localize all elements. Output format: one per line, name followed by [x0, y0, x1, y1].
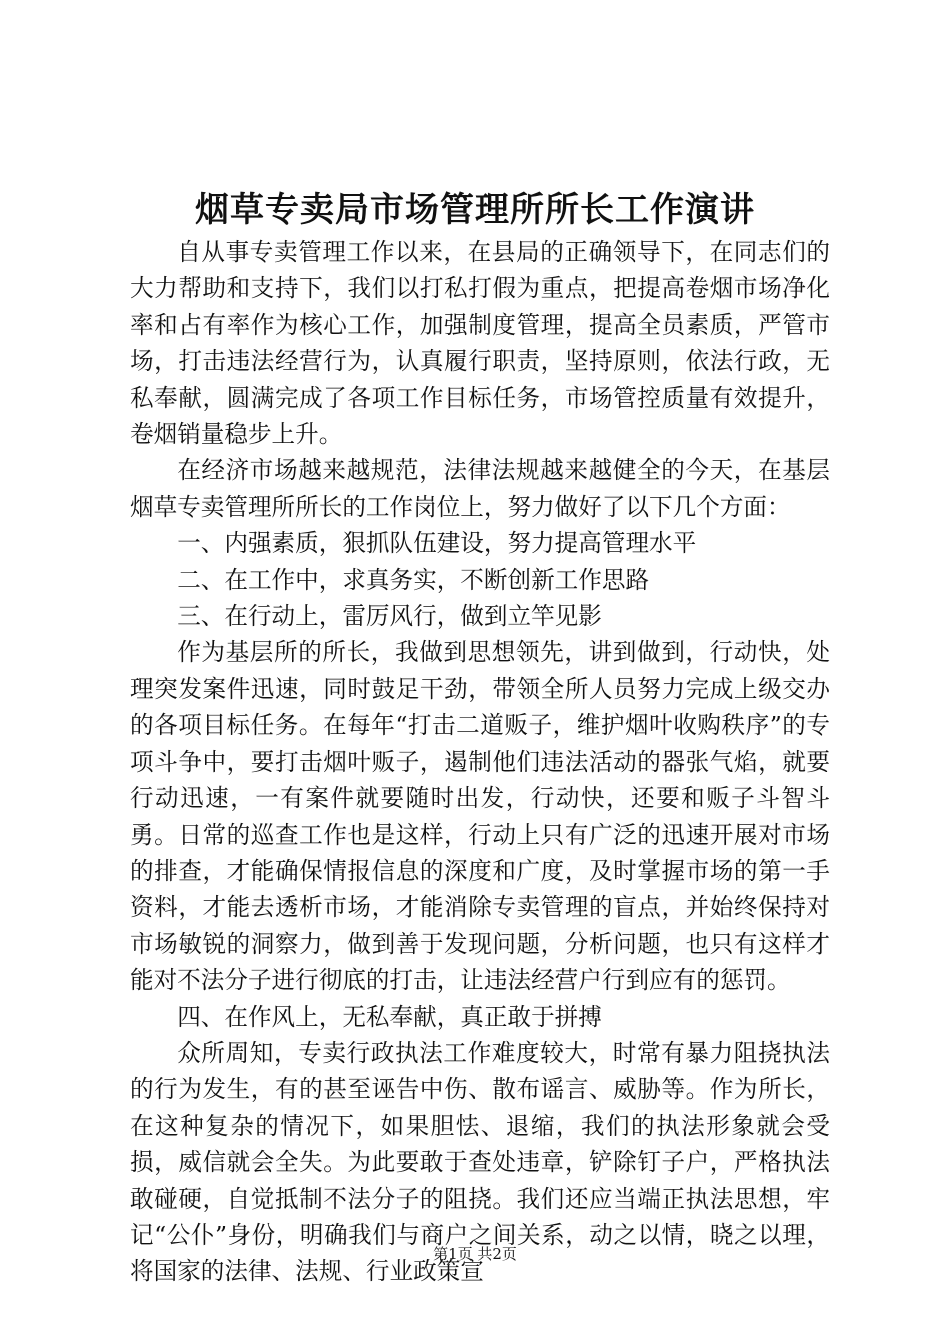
- heading-item-4: 四、在作风上，无私奉献，真正敢于拼搏: [177, 1002, 602, 1031]
- page-footer: 第1页 共2页: [433, 1245, 517, 1263]
- paragraph-action: 作为基层所的所长，我做到思想领先，讲到做到，行动快，处理突发案件迅速，同时鼓足干劲，带领全所人员努力完成上级交办的各项目标任务。在每年“打击二道贩子，维护烟叶收购秩序”的专项斗争中，要打击烟叶贩子，遏制他们违法活动的器张气焰，就要行动迅速，一有案件就要随时出发，行动快，还要和贩子斗智斗勇。日常的巡查工作也是这样，行动上只有广泛的迅速开展对市场的排查，才能确保情报信息的深度和广度，及时掌握市场的第一手资料，才能去透析市场，才能消除专卖管理的盲点，并始终保持对市场敏锐的洞察力，做到善于发现问题，分析问题，也只有这样才能对不法分子进行彻底的打击，让违法经营户行到应有的惩罚。: [130, 638, 830, 995]
- paragraph-intro: 自从事专卖管理工作以来，在县局的正确领导下，在同志们的大力帮助和支持下，我们以打私打假为重点，把提高卷烟市场净化率和占有率作为核心工作，加强制度管理，提高全员素质，严管市场，打击违法经营行为，认真履行职责，坚持原则，依法行政，无私奉献，圆满完成了各项工作目标任务，市场管控质量有效提升，卷烟销量稳步上升。: [130, 238, 830, 449]
- heading-item-2: 二、在工作中，求真务实，不断创新工作思路: [177, 565, 650, 594]
- document-title: 烟草专卖局市场管理所所长工作演讲: [195, 190, 755, 230]
- heading-item-3: 三、在行动上，雷厉风行，做到立竿见影: [177, 602, 602, 631]
- document-body: [130, 234, 830, 1290]
- paragraph-aspects: 在经济市场越来越规范，法律法规越来越健全的今天，在基层烟草专卖管理所所长的工作岗位上，努力做好了以下几个方面：: [130, 456, 830, 521]
- heading-item-1: 一、内强素质，狠抓队伍建设，努力提高管理水平: [177, 529, 697, 558]
- paragraph-style: 众所周知，专卖行政执法工作难度较大，时常有暴力阻挠执法的行为发生，有的甚至诬告中伤、散布谣言、威胁等。作为所长，在这种复杂的情况下，如果胆怯、退缩，我们的执法形象就会受损，威信就会全失。为此要敢于查处违章，铲除钉子户，严格执法敢碰硬，自觉抵制不法分子的阻挠。我们还应当端正执法思想，牢记“公仆”身份，明确我们与商户之间关系，动之以情，晓之以理，将国家的法律、法规、行业政策宣: [130, 1038, 830, 1286]
